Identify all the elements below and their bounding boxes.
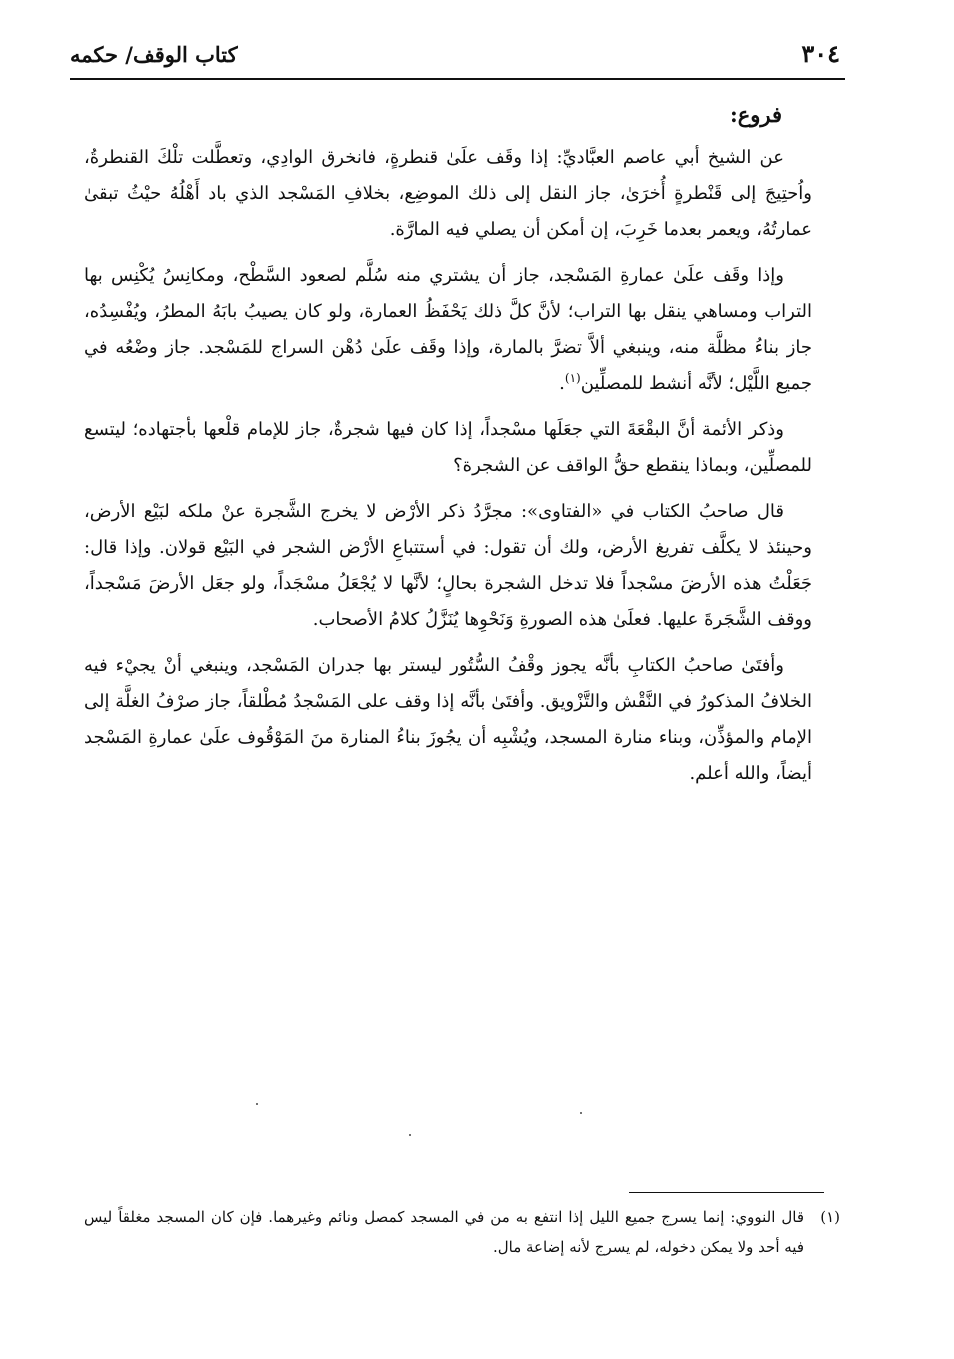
paragraph-text: وإذا وقَف علَىٰ عمارةِ المَسْجد، جاز أن يشتري منه سُلَّم لصعود السَّطْح، ومكانِسُ يُكْنِس بها التراب ومساهي ينقل بها التراب؛ لأنَّ كلَّ ذلك يَحْفَظُ العمارة، ولو كان يصيبُ بابَهُ المطرُ، ويُفْسِدُه، جاز بناءُ مظلَّة منه، وينبغي ألاَّ تضرَّ بالمارة، وإذا وقَف علَىٰ دُهْن السراج للمَسْجد. جاز وضْعُه في جميع اللَّيْل؛ لأنَّه أنشط للمصلِّين — [84, 265, 812, 394]
footnote-row — [84, 1202, 840, 1262]
scan-speck — [580, 1112, 582, 1114]
running-header — [70, 38, 840, 74]
page-number: ٣٠٤ — [801, 39, 840, 68]
paragraph: وأفتَىٰ صاحبُ الكتابِ بأنَّه يجوز وقْفُ السُّتُور ليستر بها جدران المَسْجد، وينبغي أنْ يجيْء فيه الخلافُ المذكورُ في النَّقْش والتَّزْويق. وأفتَىٰ بأنَّه إذا وقف على المَسْجدُ مُطْلقاً، جاز صرْفُ الغلَّة إلى الإمام والمؤذِّن، وبناء منارة المسجد، ويُشْبِه أن يجُوزَ بناءُ المنارة منَ المَوْقُوف علَىٰ عمارةِ المَسْجد أيضاً، والله أعلم. — [84, 655, 812, 784]
header-rule — [70, 78, 845, 80]
footnote-separator — [629, 1192, 824, 1193]
paragraph-end-punctuation: . — [559, 373, 565, 394]
footnote — [84, 1202, 840, 1262]
paragraph: قال صاحبُ الكتاب في «الفتاوى»: مجرَّدُ ذكر الأرْض لا يخرج الشَّجرة عنْ ملكه لبَيْع الأرض، وحينئذ لا يكلَّف تفريغ الأرض، ولك أن تقول: في أستتباعِ الأرْض الشجر في البَيْع قولان. وإذا قال: جَعَلْتُ هذه الأرضَ مسْجداً فلا تدخل الشجرة بحالٍ؛ لأنَّها لا يُجْعَلُ مسْجَداً، ولو جعَل الأرضَ مَسْجداً، ووقف الشَّجَرةَ عليها. فعلَىٰ هذه الصورةِ وَنَحْوِها يُنَزَّلُ كلامُ الأصحاب. — [84, 501, 812, 630]
body-text — [84, 140, 812, 802]
footnote-number: (١) — [820, 1208, 840, 1226]
paragraph — [84, 258, 812, 402]
scan-speck — [409, 1134, 411, 1136]
footnote-reference[interactable]: (١) — [564, 371, 581, 385]
footnote-text: قال النووي: إنما يسرج جميع الليل إذا انتفع به من في المسجد كمصل ونائم وغيرهما. فإن كان المسجد مغلقاً ليس فيه أحد ولا يمكن دخوله، لم يسرج لأنه إضاعة مال. — [84, 1208, 804, 1256]
paragraph: عن الشيخ أبي عاصم العبَّاديِّ: إذا وقَف علَىٰ قنطرةٍ، فانخرق الوادِي، وتعطَّلت تلْكَ القنطرةُ، واُحتِيجَ إلى قَنْطرةٍ أُخرَىٰ، جاز النقل إلى ذلك الموضِع، بخلافِ المَسْجد الذي باد أَهْلُهُ حيْثُ تبقىٰ عمارتُهُ، ويعمر بعدما خَرِبَ، إن أمكن أن يصلي فيه المارَّة. — [84, 147, 812, 240]
running-title: كتاب الوقف/ حكمه — [70, 42, 238, 67]
scan-speck — [256, 1103, 258, 1105]
section-heading: فروع: — [729, 102, 782, 127]
paragraph: وذكر الأئمة أنَّ البقْعَةَ التي جعَلَها مسْجداً، إذا كان فيها شجرةٌ، جاز للإمام قلْعها بأجتهاده؛ ليتسع للمصلِّين، وبماذا ينقطع حقُّ الواقف عن الشجرة؟ — [84, 419, 812, 476]
